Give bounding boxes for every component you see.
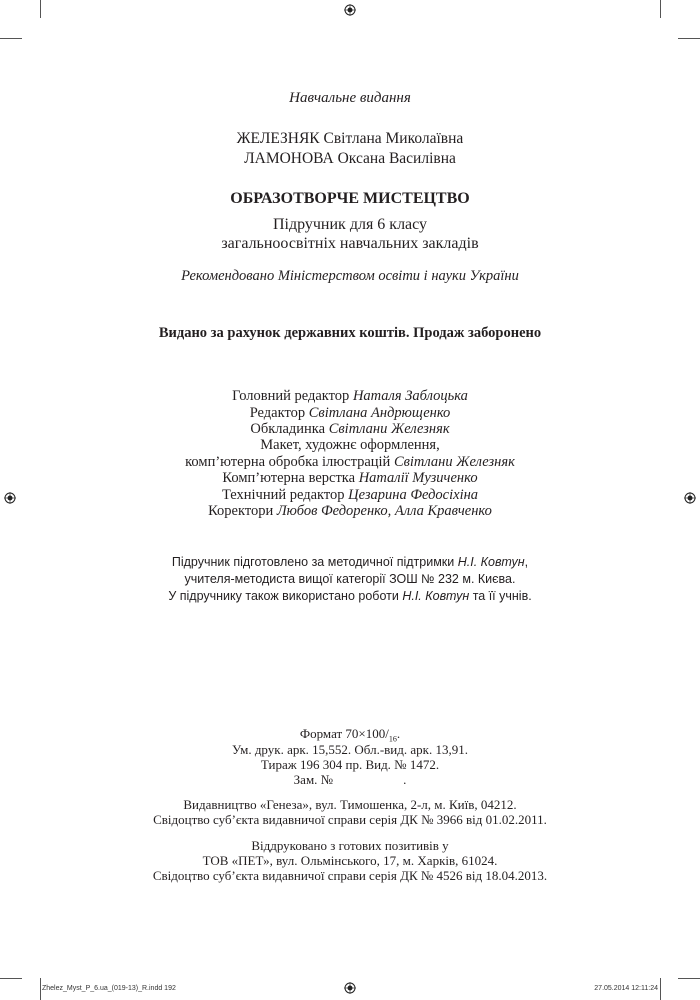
support-text: , [524,555,529,569]
slug-datetime: 27.05.2014 12:11:24 [594,985,658,992]
book-title: ОБРАЗОТВОРЧЕ МИСТЕЦТВО [230,190,470,207]
support-text: та її учнів. [472,589,532,603]
support-text: У підручнику також використано роботи [168,589,399,603]
author-2: ЛАМОНОВА Оксана Василівна [244,150,456,167]
support-note-line-2: учителя-методиста вищої категорії ЗОШ № 232 м. Києва. [184,572,516,586]
state-funded-notice: Видано за рахунок державних коштів. Продаж заборонено [158,325,542,341]
credit-name: Любов Федоренко, Алла Кравченко [276,503,492,519]
format-text: . [396,726,401,741]
printer-line-1: Віддруковано з готових позитивів у [251,838,449,853]
trim-mark-left-bottom [0,978,22,979]
publisher-certificate: Свідоцтво суб’єкта видавничої справи серія ДК № 3966 від 01.02.2011. [153,812,547,827]
credit-name: Світлана Андрющенко [308,405,451,421]
order-label: Зам. № [293,772,334,787]
order-number [0,772,700,788]
credit-line [0,470,700,487]
format-subscript: 16 [388,734,397,744]
trim-mark-bottom-left [40,978,41,1000]
methodist-name: Н.І. Ковтун [402,589,470,603]
credit-name: Світлани Железняк [328,421,450,437]
credit-role: Комп’ютерна верстка [222,470,356,486]
credit-line [0,437,700,454]
credit-role: Макет, художнє оформлення, [260,437,440,453]
slug-file-name: Zhelez_Myst_P_6.ua_(019-13)_R.indd 192 [42,985,176,992]
methodist-name: Н.І. Ковтун [457,555,525,569]
edition-type: Навчальне видання [289,90,411,106]
credit-line [0,388,700,405]
printer-certificate: Свідоцтво суб’єкта видавничої справи серія ДК № 4526 від 18.04.2013. [152,868,548,883]
credit-name: Наталя Заблоцька [352,388,468,404]
credit-role: Обкладинка [250,421,326,437]
credit-role: Редактор [249,405,306,421]
order-end: . [403,772,407,787]
credit-name: Цезарина Федосіхіна [348,487,479,503]
credit-line [0,503,700,520]
credit-line [0,487,700,504]
printing-sheets: Ум. друк. арк. 15,552. Обл.-вид. арк. 13,91. [232,742,468,757]
credit-role: Коректори [208,503,274,519]
printer-address: ТОВ «ПЕТ», вул. Ольмінського, 17, м. Харків, 61024. [202,853,498,868]
credit-name: Наталії Музиченко [358,470,478,486]
credit-role: Головний редактор [232,388,350,404]
recommendation: Рекомендовано Міністерством освіти і науки України [181,268,519,284]
book-subtitle-2: загальноосвітніх навчальних закладів [221,235,479,252]
credit-line [0,405,700,422]
credit-name: Світлани Железняк [393,454,515,470]
format-text: Формат 70×100/ [299,726,389,741]
credit-line [0,421,700,438]
author-1: ЖЕЛЕЗНЯК Світлана Миколаївна [236,130,464,147]
registration-mark-icon [344,982,356,994]
trim-mark-right-bottom [678,978,700,979]
trim-mark-top-right [660,0,661,18]
registration-mark-icon [344,4,356,16]
trim-mark-top-left [40,0,41,18]
credit-line [0,454,700,471]
support-note-line-3 [0,589,700,603]
trim-mark-bottom-right [660,978,661,1000]
credit-role: Технічний редактор [221,487,345,503]
support-text: Підручник підготовлено за методичної підтримки [171,555,455,569]
format-line [0,726,700,744]
print-run: Тираж 196 304 пр. Вид. № 1472. [260,757,440,772]
publisher-address: Видавництво «Генеза», вул. Тимошенка, 2-л, м. Київ, 04212. [183,797,517,812]
trim-mark-right-top [678,38,700,39]
credit-role: комп’ютерна обробка ілюстрацій [185,454,391,470]
trim-mark-left-top [0,38,22,39]
book-subtitle-1: Підручник для 6 класу [272,216,428,233]
support-note-line-1 [0,555,700,569]
